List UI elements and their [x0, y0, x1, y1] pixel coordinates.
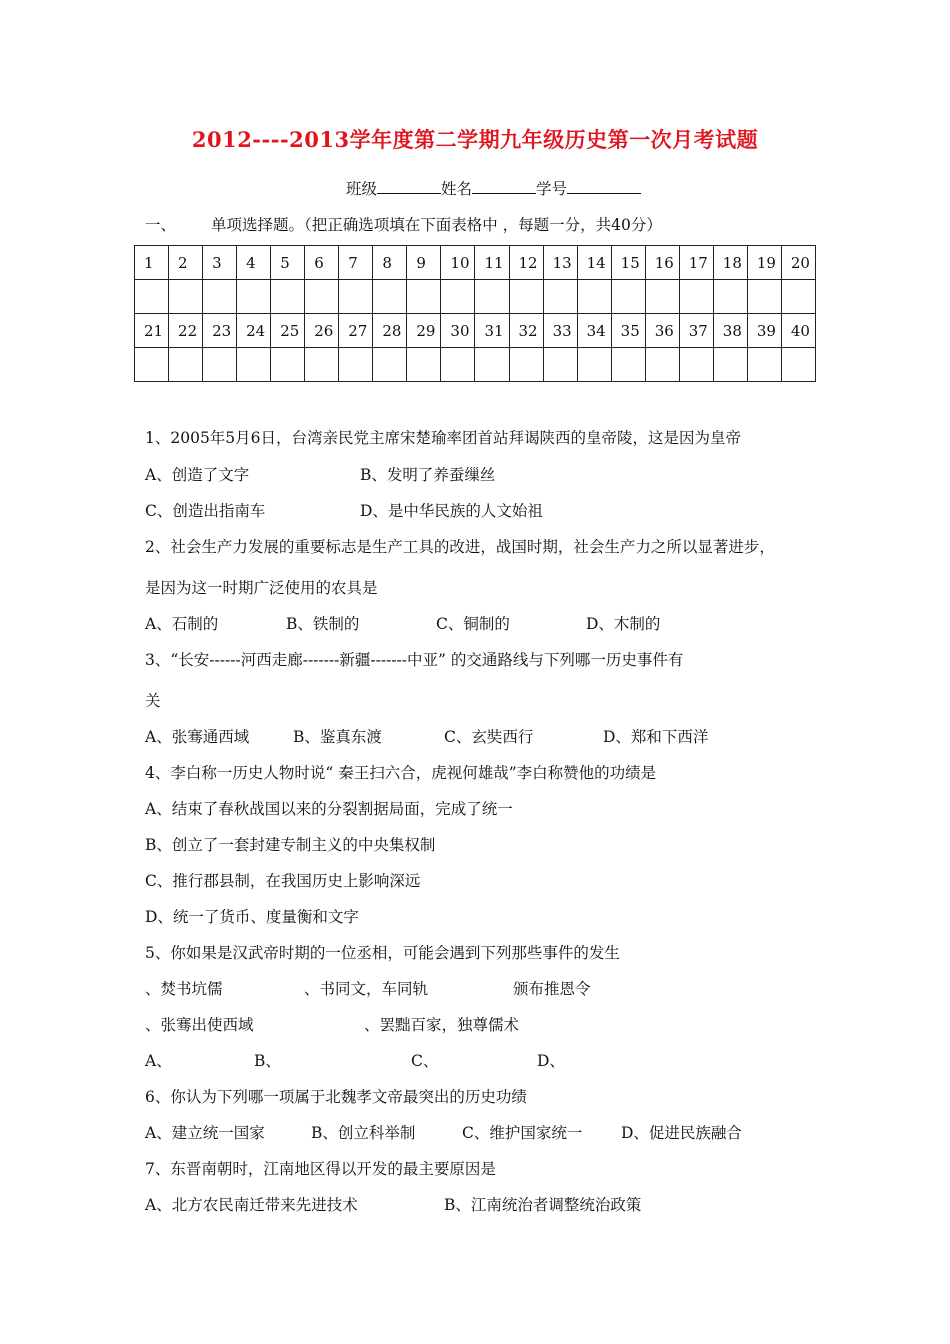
table-cell-number: 27 — [339, 314, 373, 348]
table-cell-number: 9 — [407, 246, 441, 280]
table-row-answers-1 — [135, 280, 816, 314]
table-cell-answer[interactable] — [679, 280, 713, 314]
table-cell-answer[interactable] — [475, 280, 509, 314]
q5-item-5: 、罢黜百家，独尊儒术 — [364, 1016, 520, 1034]
table-cell-number: 4 — [237, 246, 271, 280]
table-cell-number: 2 — [169, 246, 203, 280]
table-cell-number: 8 — [373, 246, 407, 280]
q6-option-d: D、促进民族融合 — [621, 1124, 742, 1142]
table-cell-answer[interactable] — [747, 348, 781, 382]
table-cell-answer[interactable] — [169, 348, 203, 382]
table-cell-number: 35 — [611, 314, 645, 348]
q4-option-d: D、统一了货币、度量衡和文字 — [145, 908, 359, 926]
class-label: 班级 — [346, 180, 378, 198]
table-cell-number: 31 — [475, 314, 509, 348]
table-cell-number: 32 — [509, 314, 543, 348]
table-cell-number: 3 — [203, 246, 237, 280]
table-cell-number: 34 — [577, 314, 611, 348]
page-title: 2012----2013学年度第二学期九年级历史第一次月考试题 — [191, 127, 759, 152]
q1-option-a: A、创造了文字 — [145, 466, 250, 484]
table-cell-number: 37 — [679, 314, 713, 348]
table-cell-number: 18 — [713, 246, 747, 280]
q1-option-b: B、发明了养蚕缫丝 — [360, 466, 496, 484]
q3-option-c: C、玄奘西行 — [444, 728, 534, 746]
question-1-stem: 1、2005年5月6日，台湾亲民党主席宋楚瑜率团首站拜谒陕西的皇帝陵，这是因为皇帝 — [145, 429, 742, 447]
table-cell-number: 36 — [645, 314, 679, 348]
question-7-stem: 7、东晋南朝时，江南地区得以开发的最主要原因是 — [145, 1160, 496, 1178]
table-cell-answer[interactable] — [611, 348, 645, 382]
q6-option-a: A、建立统一国家 — [145, 1124, 265, 1142]
table-cell-answer[interactable] — [339, 280, 373, 314]
table-cell-answer[interactable] — [781, 280, 815, 314]
table-cell-number: 13 — [543, 246, 577, 280]
table-cell-answer[interactable] — [577, 348, 611, 382]
table-row-answers-2 — [135, 348, 816, 382]
q7-option-b: B、江南统治者调整统治政策 — [444, 1196, 642, 1214]
table-cell-answer[interactable] — [339, 348, 373, 382]
class-blank[interactable] — [377, 179, 441, 194]
table-cell-answer[interactable] — [713, 348, 747, 382]
table-cell-answer[interactable] — [781, 348, 815, 382]
question-2-stem-line1: 2、社会生产力发展的重要标志是生产工具的改进，战国时期，社会生产力之所以显著进步， — [145, 538, 775, 556]
q3-option-a: A、张骞通西域 — [145, 728, 250, 746]
table-cell-answer[interactable] — [509, 280, 543, 314]
table-cell-answer[interactable] — [373, 280, 407, 314]
table-cell-answer[interactable] — [679, 348, 713, 382]
table-cell-answer[interactable] — [271, 280, 305, 314]
table-cell-number: 23 — [203, 314, 237, 348]
table-cell-answer[interactable] — [203, 280, 237, 314]
table-cell-number: 26 — [305, 314, 339, 348]
q4-option-b: B、创立了一套封建专制主义的中央集权制 — [145, 836, 436, 854]
table-cell-answer[interactable] — [203, 348, 237, 382]
student-info — [346, 177, 641, 199]
table-cell-number: 24 — [237, 314, 271, 348]
q1-option-d: D、是中华民族的人文始祖 — [360, 502, 543, 520]
q5-item-1: 、焚书坑儒 — [145, 980, 223, 998]
table-cell-answer[interactable] — [441, 348, 475, 382]
question-3-stem-line1: 3、“长安------河西走廊-------新疆-------中亚” 的交通路线与下列哪一历史事件有 — [145, 651, 684, 669]
name-label: 姓名 — [441, 180, 473, 198]
section-heading — [145, 213, 662, 235]
table-cell-number: 30 — [441, 314, 475, 348]
table-cell-answer[interactable] — [475, 348, 509, 382]
table-cell-number: 19 — [747, 246, 781, 280]
question-5-stem: 5、你如果是汉武帝时期的一位丞相，可能会遇到下列那些事件的发生 — [145, 944, 620, 962]
table-cell-number: 28 — [373, 314, 407, 348]
table-cell-answer[interactable] — [645, 348, 679, 382]
table-cell-answer[interactable] — [509, 348, 543, 382]
table-cell-number: 25 — [271, 314, 305, 348]
section-number: 一、 — [145, 216, 177, 234]
table-cell-number: 21 — [135, 314, 169, 348]
table-cell-answer[interactable] — [373, 348, 407, 382]
table-cell-number: 40 — [781, 314, 815, 348]
q5-item-4: 、张骞出使西域 — [145, 1016, 254, 1034]
table-cell-number: 5 — [271, 246, 305, 280]
table-cell-number: 38 — [713, 314, 747, 348]
table-cell-answer[interactable] — [135, 348, 169, 382]
q2-option-b: B、铁制的 — [286, 615, 360, 633]
table-cell-number: 39 — [747, 314, 781, 348]
section-text: 单项选择题。（把正确选项填在下面表格中 ，每题一分，共40分） — [211, 216, 662, 234]
table-cell-number: 29 — [407, 314, 441, 348]
table-cell-number: 7 — [339, 246, 373, 280]
table-cell-answer[interactable] — [237, 348, 271, 382]
table-cell-number: 10 — [441, 246, 475, 280]
answer-table — [134, 245, 816, 382]
q3-option-b: B、鉴真东渡 — [293, 728, 382, 746]
id-label: 学号 — [536, 180, 568, 198]
table-cell-number: 12 — [509, 246, 543, 280]
table-cell-number: 1 — [135, 246, 169, 280]
table-row-numbers-1 — [135, 246, 816, 280]
q6-option-c: C、维护国家统一 — [462, 1124, 583, 1142]
name-blank[interactable] — [472, 179, 536, 194]
table-cell-answer[interactable] — [305, 348, 339, 382]
table-row-numbers-2 — [135, 314, 816, 348]
q4-option-c: C、推行郡县制，在我国历史上影响深远 — [145, 872, 421, 890]
table-cell-answer[interactable] — [645, 280, 679, 314]
table-cell-answer[interactable] — [577, 280, 611, 314]
table-cell-number: 11 — [475, 246, 509, 280]
q2-option-c: C、铜制的 — [436, 615, 510, 633]
table-cell-answer[interactable] — [305, 280, 339, 314]
table-cell-answer[interactable] — [169, 280, 203, 314]
table-cell-number: 33 — [543, 314, 577, 348]
question-4-stem: 4、李白称一历史人物时说“ 秦王扫六合，虎视何雄哉”李白称赞他的功绩是 — [145, 764, 657, 782]
q5-option-a: A、 — [145, 1052, 172, 1070]
q1-option-c: C、创造出指南车 — [145, 502, 266, 520]
table-cell-answer[interactable] — [407, 348, 441, 382]
table-cell-answer[interactable] — [135, 280, 169, 314]
q6-option-b: B、创立科举制 — [311, 1124, 416, 1142]
question-3-stem-line2: 关 — [145, 692, 161, 710]
table-cell-number: 15 — [611, 246, 645, 280]
q3-option-d: D、郑和下西洋 — [603, 728, 709, 746]
q5-option-b: B、 — [254, 1052, 281, 1070]
q4-option-a: A、结束了春秋战国以来的分裂割据局面，完成了统一 — [145, 800, 513, 818]
q2-option-d: D、木制的 — [586, 615, 661, 633]
q5-item-2: 、书同文，车同轨 — [304, 980, 429, 998]
table-cell-number: 22 — [169, 314, 203, 348]
table-cell-number: 17 — [679, 246, 713, 280]
table-cell-answer[interactable] — [543, 348, 577, 382]
question-2-stem-line2: 是因为这一时期广泛使用的农具是 — [145, 579, 378, 597]
table-cell-answer[interactable] — [441, 280, 475, 314]
table-cell-answer[interactable] — [271, 348, 305, 382]
table-cell-answer[interactable] — [713, 280, 747, 314]
table-cell-answer[interactable] — [747, 280, 781, 314]
id-blank[interactable] — [567, 179, 641, 194]
table-cell-number: 20 — [781, 246, 815, 280]
q7-option-a: A、北方农民南迁带来先进技术 — [145, 1196, 358, 1214]
table-cell-number: 16 — [645, 246, 679, 280]
question-6-stem: 6、你认为下列哪一项属于北魏孝文帝最突出的历史功绩 — [145, 1088, 527, 1106]
table-cell-number: 6 — [305, 246, 339, 280]
table-cell-answer[interactable] — [237, 280, 271, 314]
table-cell-answer[interactable] — [611, 280, 645, 314]
q5-option-d: D、 — [537, 1052, 565, 1070]
q5-option-c: C、 — [411, 1052, 439, 1070]
table-cell-answer[interactable] — [407, 280, 441, 314]
q5-item-3: 颁布推恩令 — [513, 980, 591, 998]
table-cell-answer[interactable] — [543, 280, 577, 314]
q2-option-a: A、石制的 — [145, 615, 219, 633]
table-cell-number: 14 — [577, 246, 611, 280]
